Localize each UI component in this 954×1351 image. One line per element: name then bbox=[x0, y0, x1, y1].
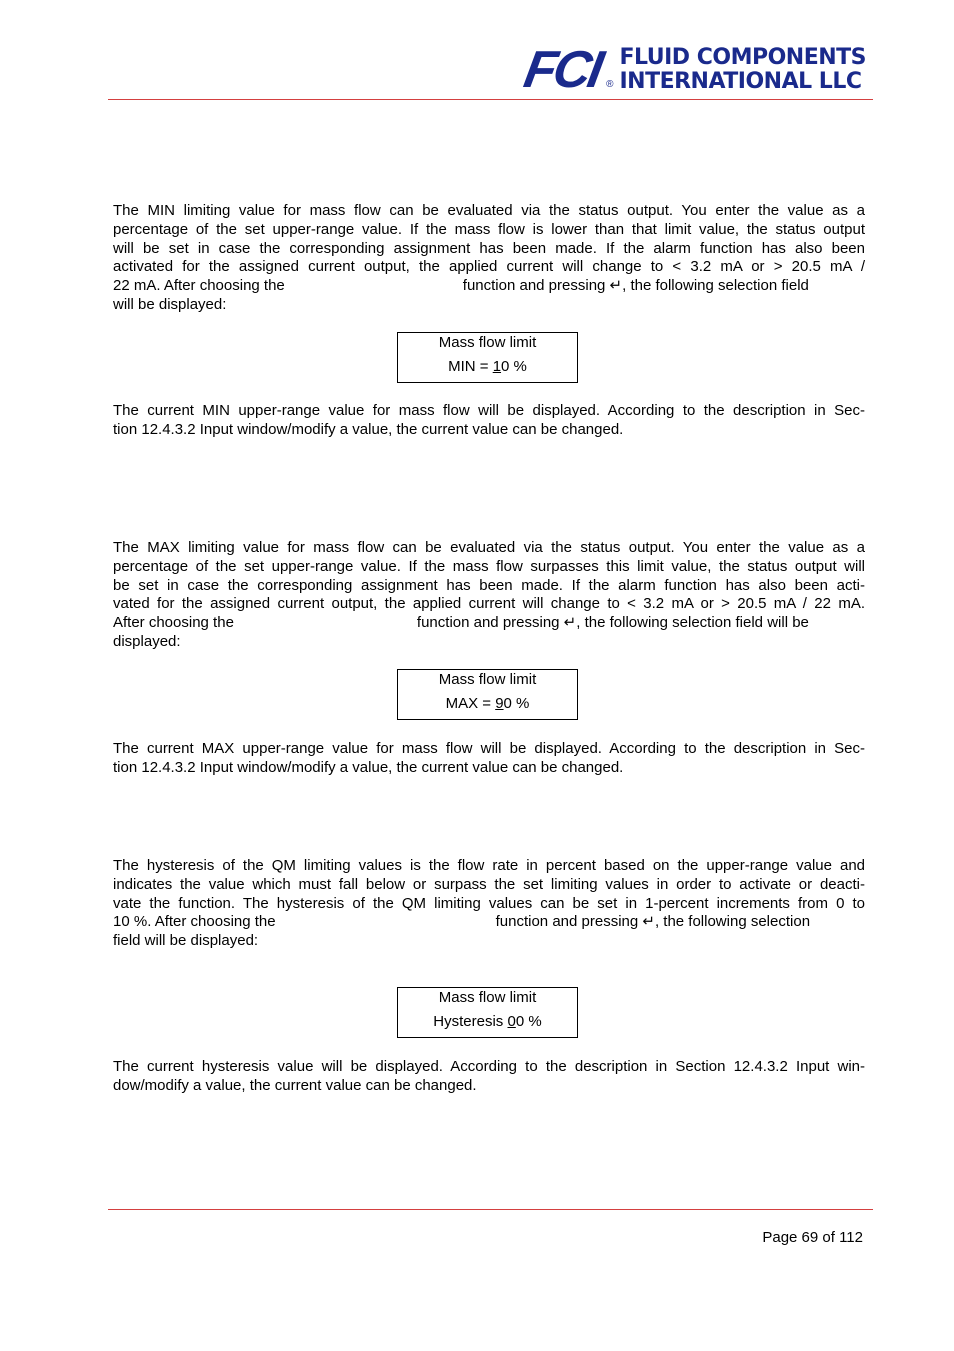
cursor-digit: 9 bbox=[495, 695, 504, 712]
paragraph-line: vate the function. The hysteresis of the QM limiting values can be set in 1-percent increments from 0 to bbox=[113, 894, 865, 912]
paragraph-line bbox=[113, 913, 865, 932]
paragraph-line: The current MAX upper-range value for mass flow will be displayed. According to the description in Sec- bbox=[113, 740, 865, 757]
max-display-box bbox=[397, 669, 578, 720]
display-rest: 0 % bbox=[501, 358, 527, 375]
hysteresis-paragraph bbox=[113, 857, 865, 951]
paragraph-line: The MIN limiting value for mass flow can be evaluated via the status output. You enter the value as a bbox=[113, 202, 865, 219]
paragraph-line: percentage of the set upper-range value. If the mass flow is lower than that limit value, the status output bbox=[113, 220, 865, 238]
paragraph-fragment: function and pressing ↵, the following selection field bbox=[462, 277, 809, 295]
paragraph-line: tion 12.4.3.2 Input window/modify a value, the current value can be changed. bbox=[113, 758, 624, 776]
paragraph-line: The MAX limiting value for mass flow can be evaluated via the status output. You enter the value as a bbox=[113, 539, 865, 556]
display-title: Mass flow limit bbox=[438, 989, 537, 1006]
display-rest: 0 % bbox=[503, 695, 530, 712]
paragraph-line bbox=[113, 614, 865, 633]
max-limit-note bbox=[113, 740, 865, 778]
fci-logo-mark: FCI bbox=[520, 41, 606, 99]
min-display-box bbox=[397, 332, 578, 383]
paragraph-line: will be set in case the corresponding assignment has been made. If the alarm function has also been bbox=[113, 239, 865, 257]
display-title: Mass flow limit bbox=[438, 334, 537, 351]
paragraph-line: field will be displayed: bbox=[113, 932, 259, 950]
paragraph-fragment: 22 mA. After choosing the bbox=[113, 277, 285, 295]
paragraph-fragment: 10 %. After choosing the bbox=[113, 913, 276, 931]
paragraph-line: tion 12.4.3.2 Input window/modify a value, the current value can be changed. bbox=[113, 420, 624, 438]
paragraph-line: displayed: bbox=[113, 632, 181, 650]
header-rule bbox=[108, 99, 873, 100]
registered-mark: ® bbox=[606, 79, 614, 90]
company-name-line2: INTERNATIONAL LLC bbox=[619, 69, 862, 94]
page-number: Page 69 of 112 bbox=[762, 1229, 863, 1246]
footer-rule bbox=[108, 1209, 873, 1210]
cursor-digit: 0 bbox=[507, 1013, 516, 1030]
display-label: MAX = bbox=[445, 695, 496, 712]
min-limit-note bbox=[113, 402, 865, 440]
hysteresis-note bbox=[113, 1058, 865, 1096]
max-limit-paragraph bbox=[113, 539, 865, 652]
paragraph-line: be set in case the corresponding assignment has been made. If the alarm function has also been acti- bbox=[113, 576, 865, 594]
paragraph-fragment: function and pressing ↵, the following selection bbox=[495, 913, 811, 931]
display-label: Hysteresis bbox=[433, 1013, 508, 1030]
paragraph-line: The hysteresis of the QM limiting values is the flow rate in percent based on the upper-range value and bbox=[113, 857, 865, 874]
display-value bbox=[398, 358, 577, 376]
paragraph-line: The current hysteresis value will be displayed. According to the description in Section 12.4.3.2 Input win- bbox=[113, 1058, 865, 1075]
min-limit-paragraph bbox=[113, 202, 865, 315]
display-rest: 0 % bbox=[515, 1013, 542, 1030]
display-value bbox=[398, 695, 577, 713]
paragraph-line: The current MIN upper-range value for mass flow will be displayed. According to the description in Sec- bbox=[113, 402, 865, 419]
company-name-line1: FLUID COMPONENTS bbox=[619, 45, 866, 70]
company-name bbox=[619, 46, 866, 94]
paragraph-line: percentage of the set upper-range value. If the mass flow surpasses this limit value, the status output will bbox=[113, 557, 865, 575]
paragraph-line bbox=[113, 277, 865, 296]
display-label: MIN = bbox=[448, 358, 493, 375]
paragraph-line: activated for the assigned current output, the applied current will change to < 3.2 mA or > 20.5 mA / bbox=[113, 258, 865, 276]
company-logo bbox=[520, 41, 866, 99]
paragraph-line: will be displayed: bbox=[113, 295, 227, 313]
display-value bbox=[398, 1013, 577, 1031]
paragraph-fragment: function and pressing ↵, the following selection field will be bbox=[416, 614, 809, 632]
cursor-digit: 1 bbox=[492, 358, 502, 375]
paragraph-line: vated for the assigned current output, the applied current will change to < 3.2 mA or > 20.5 mA / 22 mA. bbox=[113, 595, 865, 613]
paragraph-line: dow/modify a value, the current value can be changed. bbox=[113, 1076, 477, 1094]
hysteresis-display-box bbox=[397, 987, 578, 1038]
display-title: Mass flow limit bbox=[438, 671, 537, 688]
paragraph-line: indicates the value which must fall below or surpass the set limiting values in order to activate or deacti- bbox=[113, 875, 865, 893]
paragraph-fragment: After choosing the bbox=[113, 614, 234, 632]
